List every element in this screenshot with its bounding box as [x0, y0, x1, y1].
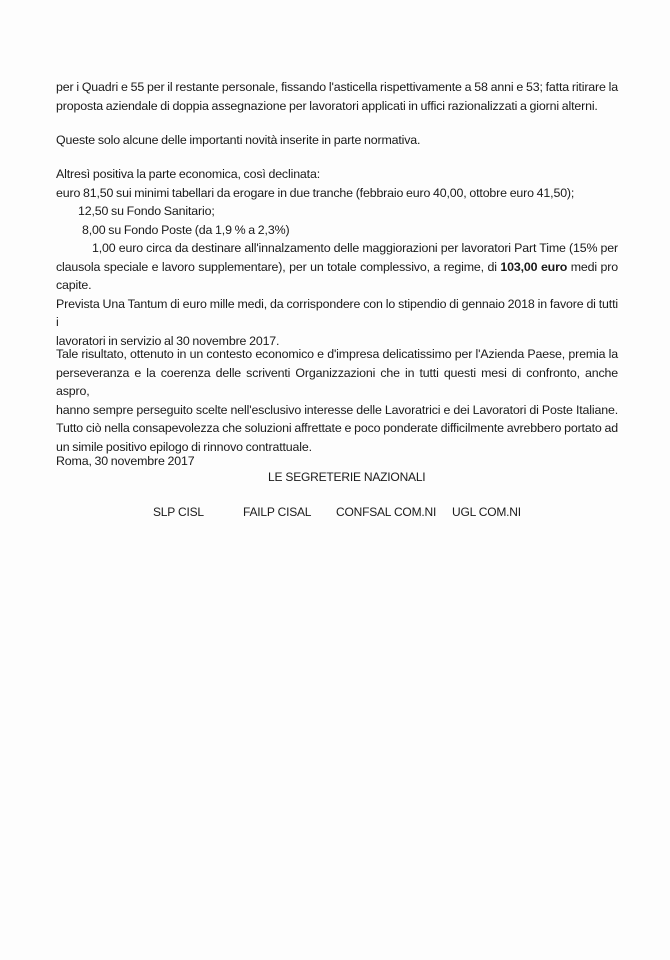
economic-item: 1,00 euro circa da destinare all'innalzamento delle maggiorazioni per lavoratori Part Time (15% per: [92, 241, 618, 255]
paragraph-novita: [56, 131, 618, 150]
paragraph-line: perseveranza e la coerenza delle scriventi Organizzazioni che in tutti questi mesi di confronto, anche aspro,: [56, 365, 618, 398]
paragraph-line: proposta aziendale di doppia assegnazione per lavoratori applicati in uffici razionalizzati a giorni alterni.: [56, 98, 598, 113]
text-fragment: medi pro: [570, 259, 619, 274]
signature-org: FAILP CISAL: [243, 505, 312, 519]
paragraph-line: Tutto ciò nella consapevolezza che soluzioni affrettate e poco ponderate difficilmente avrebbero portato ad: [56, 421, 618, 435]
economic-item: 12,50 su Fondo Sanitario;: [78, 204, 215, 218]
signature-org: UGL COM.NI: [452, 505, 521, 519]
paragraph-line: capite.: [56, 278, 92, 292]
place-date-text: Roma, 30 novembre 2017: [56, 454, 195, 468]
paragraph-line: lavoratori in servizio al 30 novembre 2017.: [56, 333, 280, 348]
place-date: [56, 452, 618, 471]
paragraph-line: un simile positivo epilogo di rinnovo contrattuale.: [56, 439, 312, 454]
paragraph-line: hanno sempre perseguito scelte nell'esclusivo interesse delle Lavoratrici e dei Lavoratori di Poste Italiane.: [56, 402, 618, 417]
paragraph-line: Tale risultato, ottenuto in un contesto economico e d'impresa delicatissimo per l'Azienda Paese, premia la: [56, 347, 618, 361]
paragraph-parte-economica: [56, 165, 618, 350]
total-amount: 103,00 euro: [500, 259, 568, 274]
paragraph-line: Prevista Una Tantum di euro mille medi, da corrispondere con lo stipendio di gennaio 2018 in favore di tutti i: [56, 296, 618, 329]
signature-org: CONFSAL COM.NI: [336, 505, 437, 519]
paragraph-line: per i Quadri e 55 per il restante personale, fissando l'asticella rispettivamente a 58 anni e 53; fatta ritirare la: [56, 80, 618, 94]
paragraph-quadri: [56, 78, 618, 115]
paragraph-line: [56, 258, 618, 277]
economic-item: euro 81,50 sui minimi tabellari da erogare in due tranche (febbraio euro 40,00, ottobre euro 41,50);: [56, 185, 575, 200]
paragraph-line: Altresì positiva la parte economica, così declinata:: [56, 167, 320, 181]
paragraph-risultato: [56, 345, 618, 456]
signature-org: SLP CISL: [153, 505, 204, 519]
signature-title: LE SEGRETERIE NAZIONALI: [268, 470, 426, 484]
economic-item: 8,00 su Fondo Poste (da 1,9 % a 2,3%): [82, 222, 290, 237]
text-fragment: clausola speciale e lavoro supplementare), per un totale complessivo, a regime, di: [56, 259, 497, 274]
paragraph-line: Queste solo alcune delle importanti novità inserite in parte normativa.: [56, 133, 421, 147]
